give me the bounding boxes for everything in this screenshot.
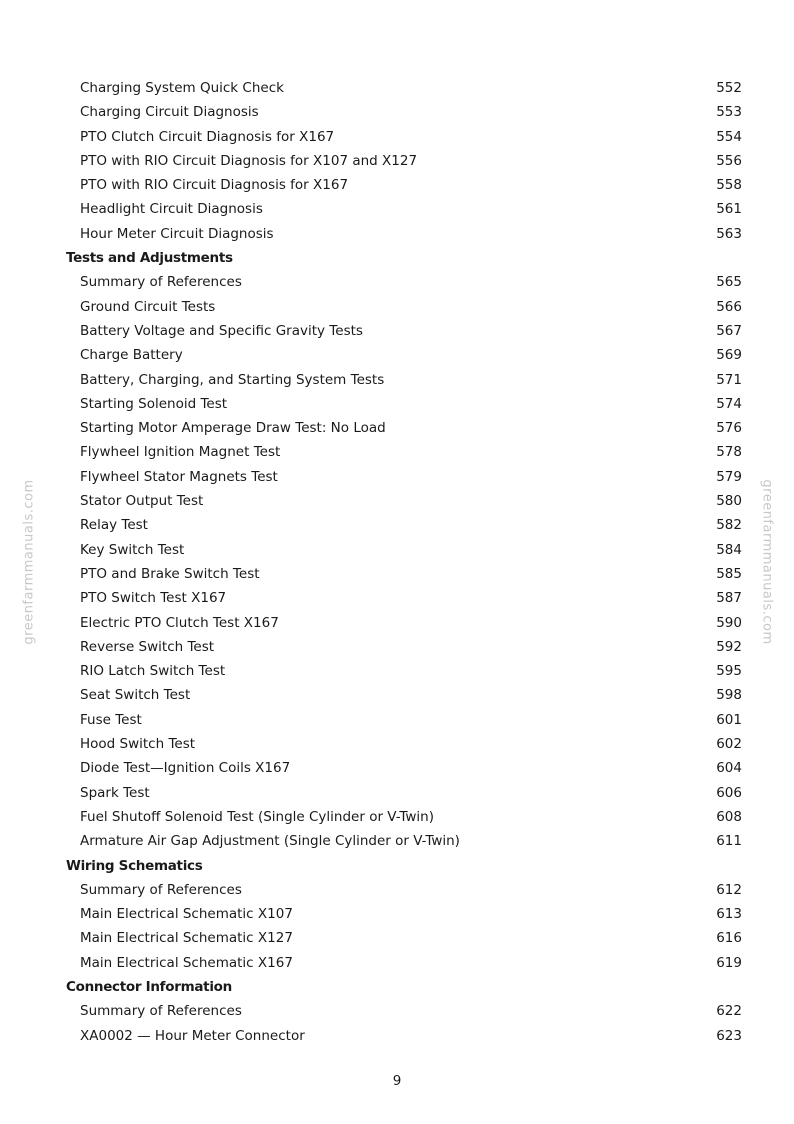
entry-page-number: 553 (716, 104, 742, 121)
entry-page-number: 595 (716, 663, 742, 680)
toc-entry[interactable] (0, 708, 794, 732)
entry-title: Key Switch Test (80, 541, 185, 558)
toc-entry[interactable] (0, 659, 794, 683)
entry-title: Charge Battery (80, 347, 183, 364)
toc-entry[interactable] (0, 562, 794, 586)
entry-title: Summary of References (80, 1003, 242, 1020)
entry-title: Stator Output Test (80, 493, 204, 510)
entry-title: Seat Switch Test (80, 687, 191, 704)
toc-entry[interactable] (0, 76, 794, 100)
entry-page-number: 571 (716, 371, 742, 388)
entry-page-number: 611 (716, 833, 742, 850)
entry-title: Ground Circuit Tests (80, 298, 216, 315)
entry-page-number: 579 (716, 468, 742, 485)
entry-page-number: 582 (716, 517, 742, 534)
toc-entry[interactable] (0, 440, 794, 464)
entry-title: Electric PTO Clutch Test X167 (80, 614, 279, 631)
section-title: Connector Information (66, 978, 232, 995)
toc-entry[interactable] (0, 125, 794, 149)
watermark-left: greenfarmmanuals.com (21, 479, 37, 645)
entry-page-number: 552 (716, 80, 742, 96)
entry-page-number: 578 (716, 444, 742, 461)
section-title: Wiring Schematics (66, 857, 203, 874)
toc-entry[interactable] (0, 416, 794, 440)
entry-page-number: 574 (716, 395, 742, 412)
toc-entry[interactable] (0, 635, 794, 659)
section-title: Tests and Adjustments (66, 250, 233, 267)
toc-entry[interactable] (0, 756, 794, 780)
toc-entry[interactable] (0, 805, 794, 829)
entry-title: Flywheel Ignition Magnet Test (80, 444, 281, 461)
page-number: 9 (392, 1073, 402, 1089)
entry-title: Starting Motor Amperage Draw Test: No Load (80, 420, 386, 437)
entry-title: Main Electrical Schematic X107 (80, 906, 293, 923)
toc-entry[interactable] (0, 513, 794, 537)
entry-page-number: 561 (716, 201, 742, 218)
entry-page-number: 556 (716, 152, 742, 169)
toc-section-heading (0, 246, 794, 270)
toc-entry[interactable] (0, 100, 794, 124)
entry-page-number: 623 (716, 1027, 742, 1044)
toc-entry[interactable] (0, 1024, 794, 1048)
entry-page-number: 580 (716, 493, 742, 510)
entry-page-number: 613 (716, 906, 742, 923)
entry-page-number: 608 (716, 808, 742, 825)
entry-title: Spark Test (80, 784, 150, 801)
entry-title: Charging Circuit Diagnosis (80, 104, 259, 121)
toc-entry[interactable] (0, 781, 794, 805)
entry-title: Hour Meter Circuit Diagnosis (80, 225, 274, 242)
entry-title: Diode Test—Ignition Coils X167 (80, 760, 291, 777)
entry-page-number: 592 (716, 638, 742, 655)
toc-entry[interactable] (0, 149, 794, 173)
entry-title: Reverse Switch Test (80, 638, 215, 655)
entry-page-number: 604 (716, 760, 742, 777)
toc-entry[interactable] (0, 732, 794, 756)
toc-entry[interactable] (0, 368, 794, 392)
toc-entry[interactable] (0, 951, 794, 975)
toc-entry[interactable] (0, 902, 794, 926)
entry-title: Charging System Quick Check (80, 80, 284, 96)
entry-title: Fuse Test (80, 711, 142, 728)
toc-entry[interactable] (0, 538, 794, 562)
toc-entry[interactable] (0, 489, 794, 513)
entry-page-number: 587 (716, 590, 742, 607)
entry-title: RIO Latch Switch Test (80, 663, 226, 680)
entry-title: XA0002 — Hour Meter Connector (80, 1027, 305, 1044)
entry-page-number: 576 (716, 420, 742, 437)
entry-page-number: 612 (716, 881, 742, 898)
entry-title: PTO with RIO Circuit Diagnosis for X167 (80, 177, 349, 194)
entry-page-number: 616 (716, 930, 742, 947)
entry-title: Main Electrical Schematic X167 (80, 954, 293, 971)
toc-entry[interactable] (0, 999, 794, 1023)
entry-page-number: 601 (716, 711, 742, 728)
toc-section-heading (0, 854, 794, 878)
toc-entry[interactable] (0, 343, 794, 367)
entry-title: Starting Solenoid Test (80, 395, 228, 412)
toc-entry[interactable] (0, 295, 794, 319)
entry-title: Armature Air Gap Adjustment (Single Cylinder or V-Twin) (80, 833, 460, 850)
entry-page-number: 567 (716, 322, 742, 339)
entry-title: Summary of References (80, 881, 242, 898)
entry-title: Headlight Circuit Diagnosis (80, 201, 263, 218)
entry-title: PTO with RIO Circuit Diagnosis for X107 and X127 (80, 152, 418, 169)
toc-entry[interactable] (0, 586, 794, 610)
entry-page-number: 558 (716, 177, 742, 194)
toc-entry[interactable] (0, 683, 794, 707)
toc-entry[interactable] (0, 319, 794, 343)
entry-title: Fuel Shutoff Solenoid Test (Single Cylinder or V-Twin) (80, 808, 434, 825)
entry-title: PTO Clutch Circuit Diagnosis for X167 (80, 128, 335, 145)
entry-title: Main Electrical Schematic X127 (80, 930, 293, 947)
entry-title: Battery, Charging, and Starting System Tests (80, 371, 385, 388)
toc-entry[interactable] (0, 829, 794, 853)
toc-entry[interactable] (0, 878, 794, 902)
entry-page-number: 606 (716, 784, 742, 801)
entry-page-number: 619 (716, 954, 742, 971)
entry-page-number: 566 (716, 298, 742, 315)
toc-entry[interactable] (0, 270, 794, 294)
entry-title: Relay Test (80, 517, 148, 534)
toc-entry[interactable] (0, 926, 794, 950)
entry-page-number: 585 (716, 565, 742, 582)
entry-page-number: 590 (716, 614, 742, 631)
entry-page-number: 622 (716, 1003, 742, 1020)
toc-entry[interactable] (0, 465, 794, 489)
entry-title: Hood Switch Test (80, 736, 196, 753)
table-of-contents (0, 76, 794, 1048)
watermark-right: greenfarmmanuals.com (759, 479, 775, 645)
toc-entry[interactable] (0, 611, 794, 635)
entry-title: Flywheel Stator Magnets Test (80, 468, 278, 485)
entry-title: PTO Switch Test X167 (80, 590, 227, 607)
toc-entry[interactable] (0, 197, 794, 221)
toc-entry[interactable] (0, 392, 794, 416)
entry-title: Battery Voltage and Specific Gravity Tests (80, 322, 363, 339)
toc-entry[interactable] (0, 173, 794, 197)
entry-title: PTO and Brake Switch Test (80, 565, 260, 582)
entry-page-number: 554 (716, 128, 742, 145)
entry-page-number: 602 (716, 736, 742, 753)
toc-entry[interactable] (0, 222, 794, 246)
entry-page-number: 598 (716, 687, 742, 704)
entry-page-number: 584 (716, 541, 742, 558)
entry-page-number: 563 (716, 225, 742, 242)
toc-section-heading (0, 975, 794, 999)
entry-page-number: 565 (716, 274, 742, 291)
entry-title: Summary of References (80, 274, 242, 291)
entry-page-number: 569 (716, 347, 742, 364)
